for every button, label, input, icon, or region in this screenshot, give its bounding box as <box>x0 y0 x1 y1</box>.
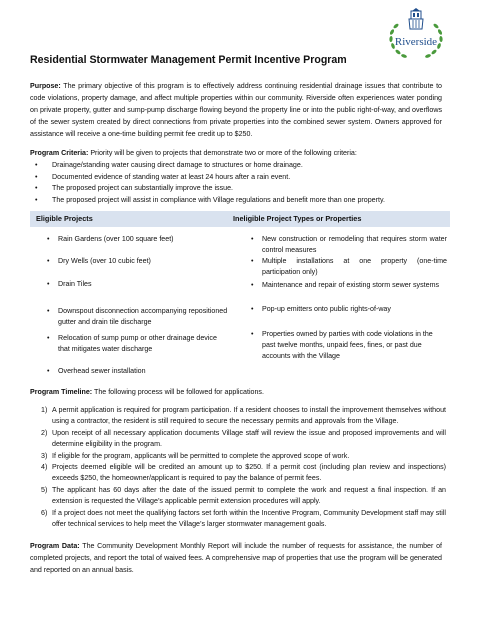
ineligible-item: • New construction or remodeling that requires storm water control measures <box>248 234 447 256</box>
eligible-item: • Downspout disconnection accompanying repositioned gutter and drain tile discharge <box>44 306 228 328</box>
program-data-paragraph <box>30 540 442 576</box>
criteria-list <box>30 160 450 206</box>
step-text: Projects deemed eligible will be credited an amount up to $250. If a permit cost (including plan review and inspections) exceeds $250, the homeowner/applicant is required to pay the balance of permit fees. <box>52 463 446 483</box>
timeline-step <box>30 462 446 485</box>
ineligible-item: • Maintenance and repair of existing storm sewer systems <box>248 280 447 291</box>
logo-wordmark: Riverside <box>394 36 438 48</box>
program-data-text: The Community Development Monthly Report will include the number of requests for assistance, the number of completed projects, and report the total of waived fees. A comprehensive map of properties that use the program will be generated and reported on an annual basis. <box>30 542 443 575</box>
eligibility-table <box>30 211 450 375</box>
timeline-paragraph <box>30 386 442 398</box>
step-text: The applicant has 60 days after the date of the issued permit to complete the work and request a final inspection. If an extension is requested the Village’s applicable permit extension procedures will apply. <box>52 485 446 506</box>
eligible-item: • Overhead sewer installation <box>44 366 233 377</box>
step-number: 6) <box>41 508 48 517</box>
eligible-item: • Relocation of sump pump or other drainage device that mitigates water discharge <box>44 333 228 355</box>
page-title: Residential Stormwater Management Permit Incentive Program <box>30 54 347 66</box>
purpose-label: Purpose: <box>30 82 61 90</box>
timeline-steps <box>30 405 446 530</box>
program-data-label: Program Data: <box>30 542 80 550</box>
criteria-item: • Drainage/standing water causing direct damage to structures or home drainage. <box>30 160 450 172</box>
water-tower-icon <box>409 8 423 29</box>
riverside-logo <box>382 8 450 64</box>
purpose-text: The primary objective of this program is to effectively address continuing residential drainage issues that contribute to code violations, property damage, and affect multiple properties within our community. Riverside often experiences water ponding on private property, gutter and sump-pump discharge flowing beyond the property line or into the public right-of-way, and overflows of the sewer system created by direct connections from private properties into the combined sewer system. Owners approved for assistance will receive a one-time building permit fee credit up to $250. <box>30 82 442 139</box>
eligible-item: • Dry Wells (over 10 cubic feet) <box>44 256 233 267</box>
timeline-label: Program Timeline: <box>30 388 93 396</box>
step-number: 3) <box>41 451 48 460</box>
purpose-paragraph <box>30 80 442 140</box>
step-number: 4) <box>41 463 48 472</box>
eligible-header: Eligible Projects <box>36 214 93 223</box>
step-text: If a project does not meet the qualifying factors set forth within the Incentive Program, Community Development staff may still offer technical services to help meet the Village’s larger stormwater management goals. <box>52 508 446 529</box>
step-number: 5) <box>41 485 48 494</box>
criteria-label: Program Criteria: <box>30 149 89 157</box>
criteria-text: Priority will be given to projects that demonstrate two or more of the following criteria: <box>88 149 357 157</box>
timeline-step <box>30 485 446 508</box>
step-number: 2) <box>41 428 48 437</box>
ineligible-item: • Multiple installations at one property (one-time participation only) <box>248 256 447 278</box>
step-number: 1) <box>41 406 48 414</box>
timeline-step <box>30 451 446 462</box>
step-text: Upon receipt of all necessary application documents Village staff will review the issue and proposed improvements and will determine eligibility in the program. <box>52 428 446 449</box>
ineligible-item: • Properties owned by parties with code violations in the past twelve months, unpaid fees, fines, or past due accounts with the Village <box>248 329 447 362</box>
timeline-step <box>30 405 446 428</box>
step-text: If eligible for the program, applicants will be permitted to complete the approved scope of work. <box>52 451 350 460</box>
criteria-item: • Documented evidence of standing water at least 24 hours after a rain event. <box>30 172 450 184</box>
criteria-paragraph <box>30 147 442 159</box>
criteria-item: • The proposed project can substantially improve the issue. <box>30 183 450 195</box>
eligible-item: • Rain Gardens (over 100 square feet) <box>44 234 233 245</box>
timeline-text: The following process will be followed for applications. <box>92 388 264 396</box>
step-text: A permit application is required for program participation. If a resident chooses to install the improvement themselves without using a contractor, the resident is still required to secure the necessary permits and approvals from the Village. <box>52 406 446 426</box>
timeline-step <box>30 508 446 531</box>
criteria-item: • The proposed project will assist in compliance with Village regulations and benefit more than one property. <box>30 195 450 207</box>
ineligible-item: • Pop-up emitters onto public rights-of-way <box>248 304 447 315</box>
timeline-step <box>30 428 446 451</box>
eligible-item: • Drain Tiles <box>44 279 233 290</box>
table-header <box>30 211 450 227</box>
ineligible-header: Ineligible Project Types or Properties <box>233 214 362 223</box>
